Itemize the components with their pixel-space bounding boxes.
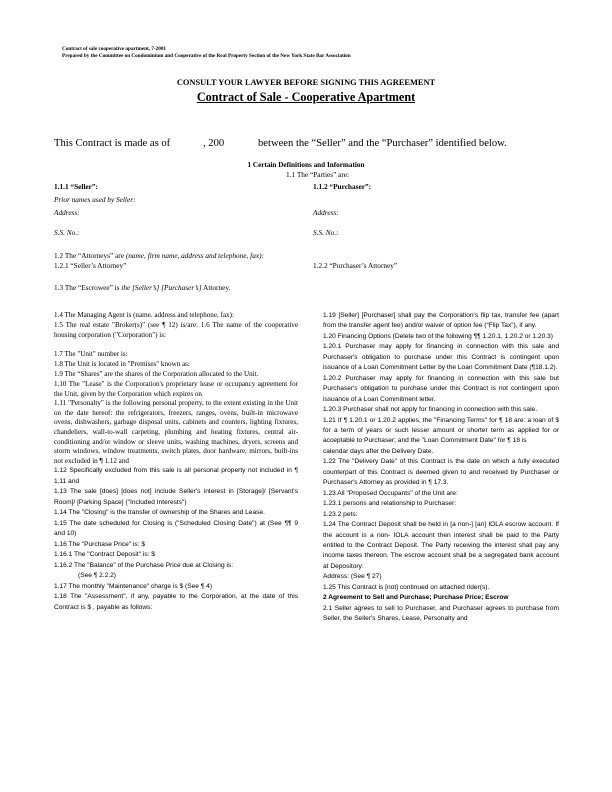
clause-1-23-2: 1.23.2 pets: <box>323 510 358 518</box>
clause-1-23-1: 1.23.1 persons and relationship to Purchaser: <box>323 500 457 508</box>
attorneys-instructions: (name, firm name, address and telephone, fax): <box>125 251 264 260</box>
attorneys-line <box>54 252 264 260</box>
clause-1-22: 1.22 The "Delivery Date" of this Contract is the date on which a fully executed counterpart of this Contract is deemed given to and received by Purchaser or Purchaser's Attorney as provided in ¶ 17.3. <box>323 458 559 487</box>
clause-1-8: 1.8 The Unit is located in "Premises" known as: <box>54 360 190 369</box>
clause-1-19: 1.19 [Seller] [Purchaser] shall pay the Corporation's flip tax, transfer fee (apart from the transfer agent fee) and/or waiver of option fee (“Flip Tax”), if any. <box>323 312 559 330</box>
clause-1-7: 1.7 The "Unit" number is: <box>54 350 128 359</box>
clause-1-10: 1.10 The "Lease" is the Corporation's proprietary lease or occupancy agreement for the Unit, given by the Corporation which expires on <box>54 379 298 398</box>
attorneys-label: 1.2 The “Attorneys” are <box>54 251 124 260</box>
clause-1-20-1: 1.20.1 Purchaser may apply for financing in connection with this sale and Purchaser's obligation to purchase under this Contract is contingent upon issuance of a Loan Commitment Letter by the Loan Commitment Date (¶18.1.2). <box>323 343 559 372</box>
parties-line: 1.1 The “Parties” are: <box>286 170 350 179</box>
clause-2-1: 2.1 Seller agrees to sell to Purchaser, and Purchaser agrees to purchase from Seller, the Seller's Shares, Lease, Personalty and <box>323 604 559 623</box>
seller-label: 1.1.1 “Seller”: <box>54 182 98 191</box>
seller-ssn-label: S.S. No.: <box>54 228 80 237</box>
clause-1-12: 1.12 Specifically excluded from this sale is all personal property not included in ¶ 1.11 and <box>54 467 298 485</box>
clause-1-16-2-reference: (See ¶ 2.2.2) <box>78 572 116 580</box>
clause-1-4: 1.4 The Managing Agent is (name. address and telephone, fax): <box>54 311 234 319</box>
left-column <box>54 311 298 613</box>
intro-year: , 200 <box>203 138 225 149</box>
clause-1-20-2: 1.20.2 Purchaser may apply for financing in connection with this sale but Purchaser's obligation to purchase under this Contract is not contingent upon issuance of a Loan Commitment letter. <box>323 374 559 403</box>
clause-1-11: 1.11 "Personalty" is the following personal property, to the extent existing in the Unit on the date hereof: the refrigerators, freezers, ranges, ovens, built-in microwave ovens, dishwashers, garbage disposal units, cabinets and counters, lighting fixtures, chandeliers, wall-to-wall carpeting, plumbing and heating fixtures, central air-conditioning and/or window or sleeve units, washing machines, dryers, screens and storm windows, window treatments, switch plates, door hardware, mirrors, built-ins not excluded in ¶ 1.12 and <box>54 399 298 465</box>
escrowee-line <box>54 284 230 292</box>
clause-1-9: 1.9 The “Shares” are the shares of the Corporation allocated to the Unit. <box>54 369 259 378</box>
form-source-line: Contract of sale cooperative apartment, 7-2001 <box>62 46 167 52</box>
clause-1-23: 1.23 All "Proposed Occupants" of the Unit are: <box>323 489 458 497</box>
right-column <box>323 311 559 625</box>
purchaser-label: 1.1.2 “Purchaser”: <box>313 182 372 191</box>
clause-1-25: 1.25 This Contract is [not] continued on attached rider(s). <box>323 583 490 591</box>
clause-1-18: 1.18 The "Assessment", if any, payable to the Corporation, at the date of this Contract is $ , payable as follows: <box>54 593 298 611</box>
clause-1-5-1-6: 1.5 The real estate "Broker(s)" (see ¶ 12) is/are: 1.6 The name of the cooperative housing corporation ("Corporation") is: <box>54 320 298 339</box>
clause-1-20-3: 1.20.3 Purchaser shall not apply for financing in connection with this sale. <box>323 406 538 414</box>
clause-1-21-days: calendar days after the Delivery Date. <box>323 447 434 455</box>
clause-1-14: 1.14 The "Closing" is the transfer of ownership of the Shares and Lease. <box>54 509 265 517</box>
escrowee-label: 1.3 The “Escrowee” is <box>54 283 120 292</box>
clause-1-16: 1.16 The "Purchase Price" is: $ <box>54 540 146 548</box>
seller-address-label: Address: <box>54 208 80 217</box>
clause-1-24-address: Address: (See ¶ 27) <box>323 573 382 581</box>
clause-1-20: 1.20 Financing Options (Delete two of the following ¶¶ 1.20.1, 1.20.2 or 1.20.3) <box>323 332 553 340</box>
escrowee-suffix: Attorney. <box>203 283 231 292</box>
seller-attorney-label: 1.2.1 “Seller’s Attorney” <box>54 261 127 270</box>
clause-1-15: 1.15 The date scheduled for Closing is ("Scheduled Closing Date") at (See ¶¶ 9 and 10) <box>54 519 298 538</box>
clause-1-21: 1.21 If ¶ 1.20.1 or 1.20.2 applies, the "Financing Terms" for ¶ 18 are: a loan of $ for a term of years or such lesser amount or shorter term as applied for or acceptable to Purchaser; and the "Loan Commitment Date" for ¶ 18 is <box>323 416 559 445</box>
clause-1-16-2: 1.16.2 The "Balance" of the Purchase Price due at Closing is: <box>54 561 234 569</box>
clause-1-24: 1.24 The Contract Deposit shall be held in [a non-] [an] IOLA escrow account. If the account is a non- IOLA account then interest shall be paid to the Party entitled to the Contract Deposit. The Party receiving the interest shall pay any income taxes thereon. The escrow account shall be a segregated bank account at Depository: <box>323 521 559 570</box>
prior-names-label: Prior names used by Seller: <box>54 195 136 204</box>
intro-text-start: This Contract is made as of <box>54 138 171 149</box>
escrowee-options: the [Seller’s] [Purchaser’s] <box>121 283 202 292</box>
consult-lawyer-notice: CONSULT YOUR LAWYER BEFORE SIGNING THIS AGREEMENT <box>176 78 436 87</box>
clause-1-16-1: 1.16.1 The "Contract Deposit" is: $ <box>54 551 155 559</box>
document-title: Contract of Sale - Cooperative Apartment <box>196 90 416 104</box>
purchaser-ssn-label: S.S. No.: <box>313 228 339 237</box>
purchaser-attorney-label: 1.2.2 “Purchaser’s Attorney” <box>313 261 398 270</box>
section-1-heading: 1 Certain Definitions and Information <box>247 161 365 169</box>
purchaser-address-label: Address: <box>313 208 339 217</box>
clause-1-13: 1.13 The sale [does] [does not] include Seller's interest in [Storage]/ [Servant's Room]/ [Parking Space] ("Included Interests") <box>54 488 298 506</box>
form-committee-line: Prepared by the Committee on Condominium and Cooperative of the Real Property Section of the New York State Bar Association <box>62 52 351 59</box>
clause-1-17: 1.17 The monthly "Maintenance" charge is $ (See ¶ 4) <box>54 582 213 590</box>
section-2-heading: 2 Agreement to Sell and Purchase; Purchase Price; Escrow <box>323 594 509 602</box>
intro-text-end: between the “Seller” and the “Purchaser” identified below. <box>258 138 507 149</box>
